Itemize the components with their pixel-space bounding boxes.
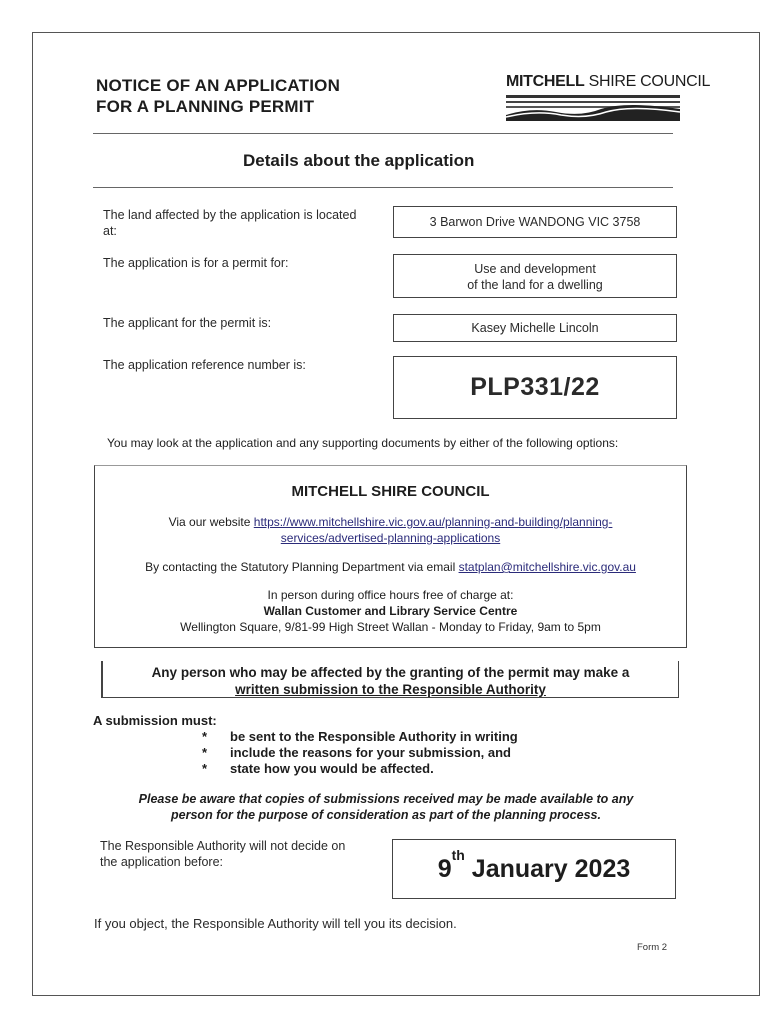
submission-must-heading: A submission must: xyxy=(93,713,217,728)
decision-date-box xyxy=(392,839,676,899)
title-line-1: NOTICE OF AN APPLICATION xyxy=(96,76,341,95)
date-day: 9 xyxy=(437,855,452,883)
title-line-2: FOR A PLANNING PERMIT xyxy=(96,97,315,116)
date-month-year: January 2023 xyxy=(464,855,631,883)
submission-item xyxy=(202,761,434,776)
land-value-box: 3 Barwon Drive WANDONG VIC 3758 xyxy=(393,206,677,238)
submission-notice-box xyxy=(101,661,679,698)
council-logo-mark xyxy=(506,95,680,121)
applicant-label: The applicant for the permit is: xyxy=(103,316,272,330)
notice-line-2: written submission to the Responsible Authority xyxy=(235,682,546,697)
reference-label: The application reference number is: xyxy=(103,358,306,372)
bullet-2: * xyxy=(202,745,208,760)
council-logo-text xyxy=(506,73,710,91)
header-divider xyxy=(93,133,673,134)
availability-warning xyxy=(96,791,676,823)
email-link[interactable]: statplan@mitchellshire.vic.gov.au xyxy=(458,560,636,574)
submission-item-2: include the reasons for your submission, and xyxy=(230,745,511,760)
email-option xyxy=(95,559,686,575)
council-options-panel xyxy=(94,465,687,648)
submission-item xyxy=(202,745,511,760)
reference-value-box: PLP331/22 xyxy=(393,356,677,419)
inperson-venue: Wallan Customer and Library Service Centre xyxy=(263,604,518,618)
inperson-option xyxy=(95,587,686,635)
notice-line-1: Any person who may be affected by the granting of the permit may make a xyxy=(151,665,630,680)
details-divider xyxy=(93,187,673,188)
document-title xyxy=(96,75,340,117)
warning-line-1: Please be aware that copies of submissions received may be made available to any xyxy=(138,792,634,806)
permit-value-box xyxy=(393,254,677,298)
inperson-line-1: In person during office hours free of charge at: xyxy=(267,588,514,602)
logo-rest: SHIRE COUNCIL xyxy=(584,73,711,90)
objection-note: If you object, the Responsible Authority will tell you its decision. xyxy=(94,916,457,931)
submission-item-1: be sent to the Responsible Authority in writing xyxy=(230,729,518,744)
permit-value-line-1: Use and development xyxy=(474,262,596,276)
details-heading: Details about the application xyxy=(243,151,475,170)
email-prefix: By contacting the Statutory Planning Department via email xyxy=(145,560,459,574)
submission-item xyxy=(202,729,518,744)
council-title: MITCHELL SHIRE COUNCIL xyxy=(291,483,490,500)
warning-line-2: person for the purpose of consideration as part of the planning process. xyxy=(171,808,601,822)
decision-label xyxy=(100,838,345,870)
bullet-3: * xyxy=(202,761,208,776)
website-prefix: Via our website xyxy=(168,515,254,529)
permit-label: The application is for a permit for: xyxy=(103,256,289,270)
decision-label-line-1: The Responsible Authority will not decide on xyxy=(100,839,346,853)
website-link-line-2[interactable]: services/advertised-planning-applications xyxy=(280,531,501,545)
land-label: The land affected by the application is located at: xyxy=(103,208,357,238)
date-suffix: th xyxy=(451,847,465,863)
inperson-address: Wellington Square, 9/81-99 High Street Wallan - Monday to Friday, 9am to 5pm xyxy=(180,620,601,634)
logo-bold: MITCHELL xyxy=(506,73,585,90)
bullet-1: * xyxy=(202,729,208,744)
website-option xyxy=(95,514,686,546)
decision-label-line-2: the application before: xyxy=(100,855,224,869)
applicant-value-box: Kasey Michelle Lincoln xyxy=(393,314,677,342)
submission-item-3: state how you would be affected. xyxy=(230,761,434,776)
form-number: Form 2 xyxy=(637,942,668,953)
website-link-line-1[interactable]: https://www.mitchellshire.vic.gov.au/planning-and-building/planning- xyxy=(253,515,613,529)
permit-value-line-2: of the land for a dwelling xyxy=(467,278,603,292)
options-intro: You may look at the application and any supporting documents by either of the following options: xyxy=(107,436,619,450)
